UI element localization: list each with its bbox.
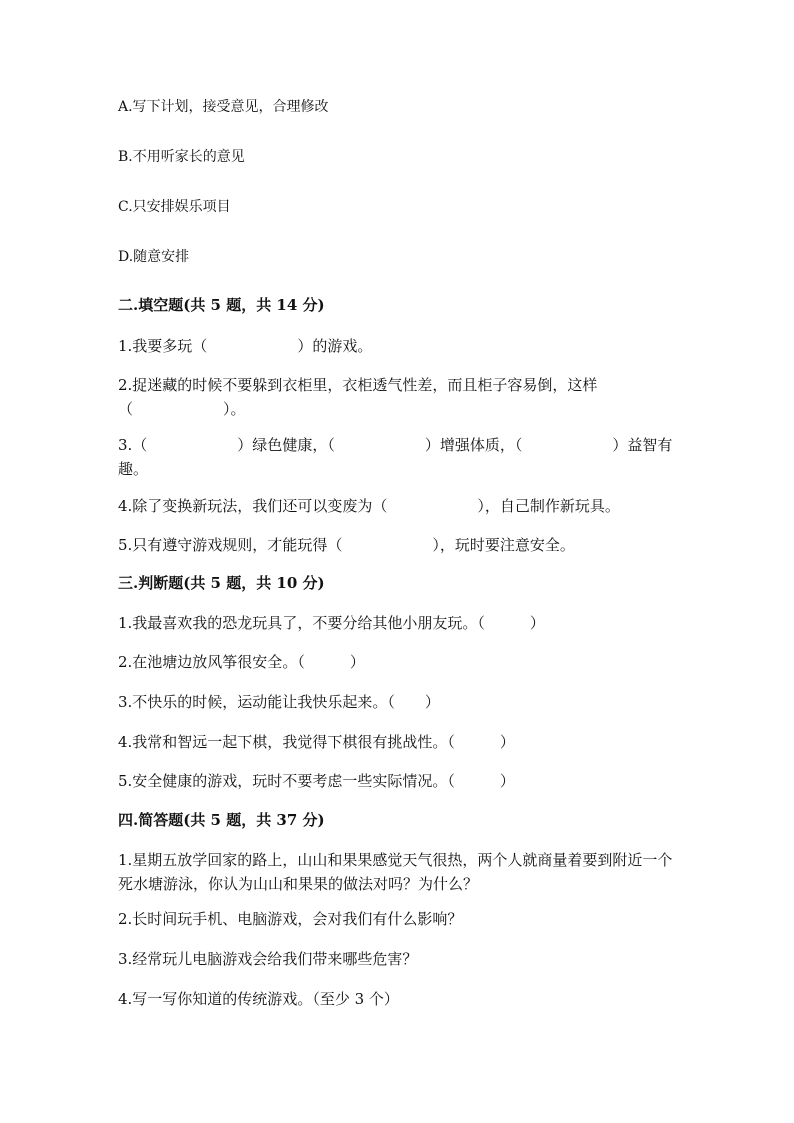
option-b: B.不用听家长的意见 <box>118 149 245 165</box>
section-heading-fill-in: 二.填空题(共 5 题，共 14 分) <box>118 296 325 314</box>
fill-question-1: 1.我要多玩（ ）的游戏。 <box>118 337 373 355</box>
option-d: D.随意安排 <box>118 249 190 265</box>
judge-question-2: 2.在池塘边放风筝很安全。（ ） <box>118 653 365 671</box>
judge-question-3: 3.不快乐的时候，运动能让我快乐起来。（ ） <box>118 693 440 711</box>
fill-question-3: 3.（ ）绿色健康，（ ）增强体质，（ ）益智有趣。 <box>118 436 673 478</box>
fill-question-4: 4.除了变换新玩法，我们还可以变废为（ ），自己制作新玩具。 <box>118 497 620 515</box>
judge-question-4: 4.我常和智远一起下棋，我觉得下棋很有挑战性。（ ） <box>118 733 515 751</box>
fill-question-5: 5.只有遵守游戏规则，才能玩得（ ），玩时要注意安全。 <box>118 536 575 554</box>
judge-question-5: 5.安全健康的游戏，玩时不要考虑一些实际情况。（ ） <box>118 772 515 790</box>
judge-question-1: 1.我最喜欢我的恐龙玩具了，不要分给其他小朋友玩。（ ） <box>118 614 545 632</box>
section-heading-true-false: 三.判断题(共 5 题，共 10 分) <box>118 574 325 592</box>
answer-question-3: 3.经常玩儿电脑游戏会给我们带来哪些危害？ <box>118 950 418 968</box>
option-c: C.只安排娱乐项目 <box>118 199 231 215</box>
answer-question-4: 4.写一写你知道的传统游戏。（至少 3 个） <box>118 990 399 1008</box>
option-a: A.写下计划，接受意见，合理修改 <box>118 99 329 115</box>
section-heading-short-answer: 四.简答题(共 5 题，共 37 分) <box>118 811 325 829</box>
fill-question-2: 2.捉迷藏的时候不要躲到衣柜里，衣柜透气性差，而且柜子容易倒，这样（ ）。 <box>118 376 598 418</box>
answer-question-1: 1.星期五放学回家的路上，山山和果果感觉天气很热，两个人就商量着要到附近一个死水塘游泳，你认为山山和果果的做法对吗？为什么？ <box>118 851 673 893</box>
answer-question-2: 2.长时间玩手机、电脑游戏，会对我们有什么影响？ <box>118 910 463 928</box>
